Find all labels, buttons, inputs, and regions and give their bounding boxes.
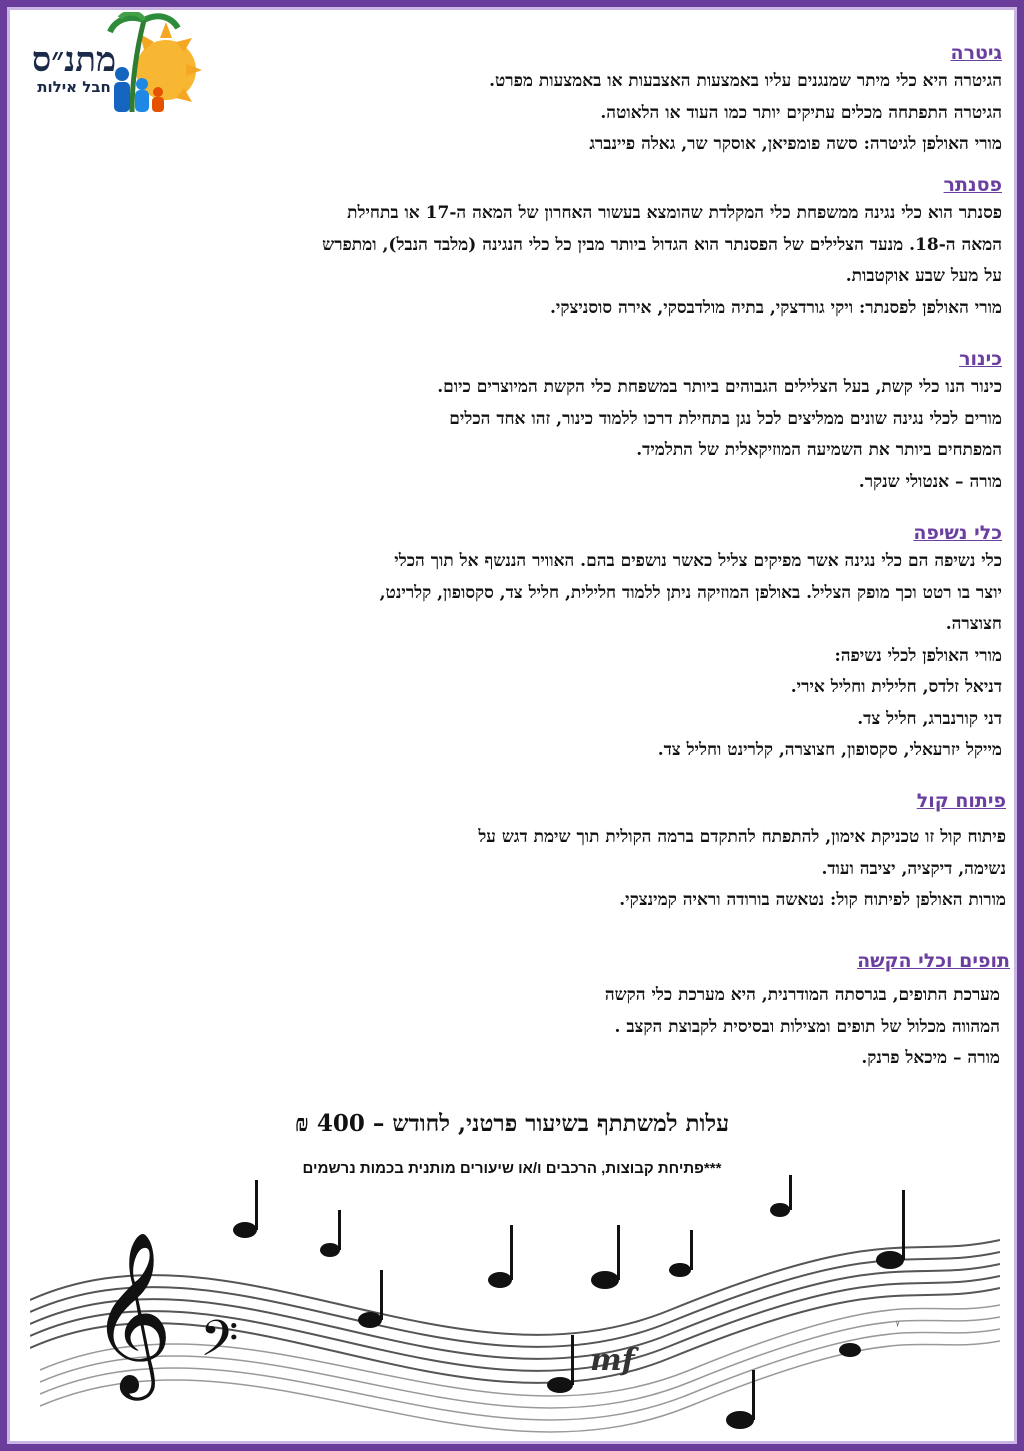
section-violin	[12, 346, 1002, 498]
section-line: על מעל שבע אוקטבות.	[845, 266, 1002, 286]
section-line: דני קורנברג, חליל צד.	[857, 708, 1002, 729]
section-line: מייקל יזרעאלי, סקסופון, חצוצרה, קלרינט וחליל צד.	[657, 740, 1002, 760]
section-title: פיתוח קול	[916, 790, 1006, 812]
section-line: פיתוח קול זו טכניקת אימון, להתפתח להתקדם ברמה הקולית תוך שימת דגש על	[478, 827, 1006, 847]
section-line: מורי האולפן לפסנתר: ויקי גורדצקי, בתיה מולדבסקי, אירה סוסניצקי.	[549, 297, 1002, 318]
section-line: כינור הנו כלי קשת, בעל הצלילים הגבוהים ביותר במשפחת כלי הקשת המיוצרים כיום.	[437, 377, 1002, 397]
section-guitar	[12, 40, 1002, 161]
section-piano	[12, 172, 1002, 324]
logo-name: מתנ״ס	[31, 40, 117, 80]
section-line: הגיטרה התפתחה מכלים עתיקים יותר כמו העוד או הלאוטה.	[600, 102, 1002, 123]
section-line: הגיטרה היא כלי מיתר שמנגנים עליו באמצעות האצבעות או באמצעות מפרט.	[489, 71, 1002, 91]
section-line: מורה – מיכאל פרנק.	[861, 1048, 1000, 1068]
section-line: חצוצרה.	[945, 614, 1002, 634]
section-line: המהווה מכלול של תופים ומצילות ובסיסית לקבוצת הקצב .	[614, 1016, 1000, 1037]
flat-symbol-icon	[896, 1322, 899, 1327]
section-wind	[12, 520, 1002, 767]
logo-region: חבל אילות	[37, 78, 111, 96]
section-line: מערכת התופים, בגרסתה המודרנית, היא מערכת כלי הקשה	[604, 985, 1000, 1005]
registration-note: ***פתיחת קבוצות, הרכבים ו/או שיעורים מותנית בכמות נרשמים	[302, 1160, 722, 1177]
section-drums	[20, 948, 1010, 1075]
music-staff-decoration	[30, 1170, 1000, 1440]
bass-clef-icon: 𝄢	[200, 1310, 239, 1380]
section-line: פסנתר הוא כלי נגינה ממשפחת כלי המקלדת שהומצא בעשור האחרון של המאה ה-17 או בתחילת	[347, 203, 1002, 223]
section-title: תופים וכלי הקשה	[857, 950, 1010, 972]
treble-clef-icon: 𝄞	[90, 1231, 173, 1394]
section-line: המפתחים ביותר את השמיעה המוזיקאלית של התלמיד.	[636, 440, 1002, 460]
section-line: מורה – אנטולי שנקר.	[858, 471, 1002, 492]
section-title: גיטרה	[950, 42, 1002, 64]
section-voice	[16, 788, 1006, 917]
section-line: יוצר בו רטט וכך מופק הצליל. באולפן המוזיקה ניתן ללמוד חלילית, חליל צד, סקסופון, קלרינט,	[379, 582, 1002, 603]
section-line: מורי האולפן לגיטרה: סשה פומפיאן, אוסקר שר, גאלה פיינברג	[589, 134, 1002, 154]
section-title: פסנתר	[943, 174, 1002, 196]
section-line: דניאל זלדס, חלילית וחליל אירי.	[790, 677, 1002, 697]
section-line: נשימה, דיקציה, יציבה ועוד.	[821, 858, 1006, 879]
dynamic-mark: mf	[590, 1343, 635, 1378]
section-line: מורי האולפן לכלי נשיפה:	[834, 645, 1002, 666]
section-line: כלי נשיפה הם כלי נגינה אשר מפיקים צליל כאשר נושפים בהם. האוויר הננשף אל תוך הכלי	[394, 551, 1002, 571]
section-line: מורות האולפן לפיתוח קול: נטאשה בורודה וראיה קמינצקי.	[619, 890, 1006, 910]
section-line: המאה ה-18. מנעד הצלילים של הפסנתר הוא הגדול ביותר מבין כל כלי הנגינה (מלבד הנבל), ומתפרש	[322, 234, 1002, 255]
section-title: כלי נשיפה	[913, 522, 1002, 544]
section-title: כינור	[959, 348, 1002, 370]
price-line: עלות למשתתף בשיעור פרטני, לחודש – 400 ₪	[294, 1110, 730, 1137]
section-line: מורים לכלי נגינה שונים ממליצים לכל נגן בתחילת דרכו ללמוד כינור, זהו אחד הכלים	[449, 408, 1002, 429]
